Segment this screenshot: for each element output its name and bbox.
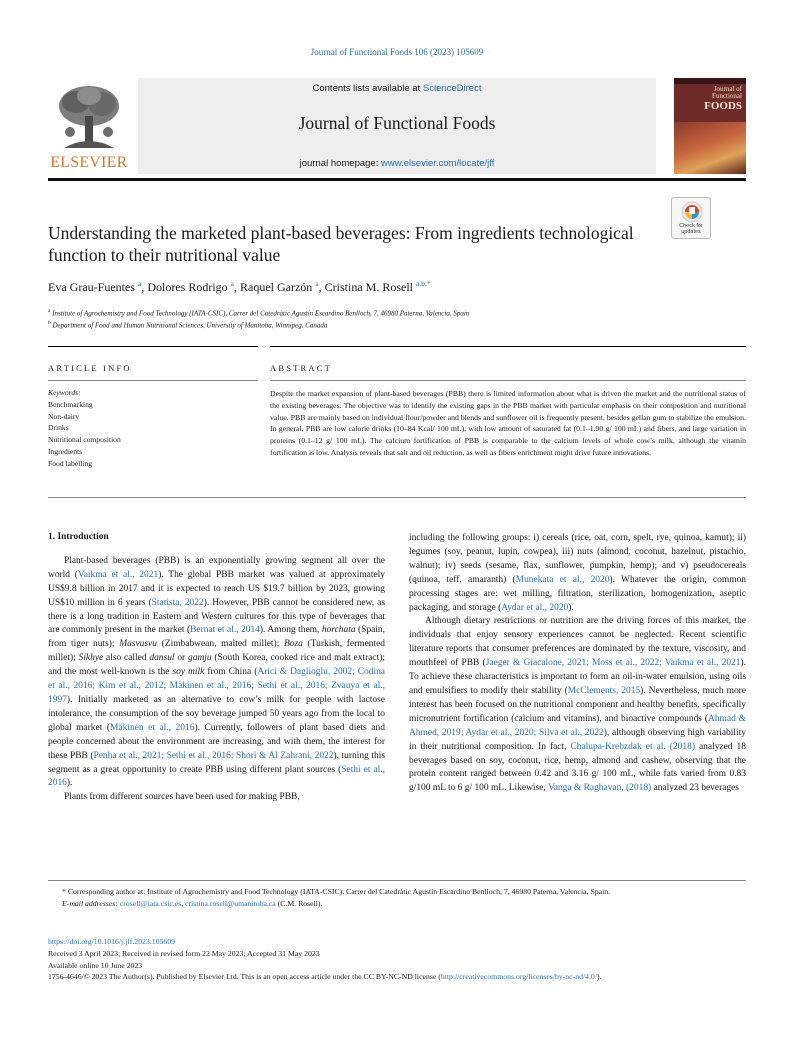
citation-link[interactable]: Arici & Daglioglu, 2002; Codina et al., 2016; Kim et al., 2012; Mäkinen et al., 2016; Sethi et al., 2016; Zvauya et al., 1997 [48,667,385,705]
homepage-line [138,158,656,169]
doi-link[interactable]: https://doi.org/10.1016/j.jff.2023.105609 [48,937,175,946]
citation-link[interactable]: Aydar et al., 2020 [501,602,569,613]
corresponding-author-note: * Corresponding author at: Institute of Agrochemistry and Food Technology (IATA-CSIC), Carrer del Catedràtic Agustín Escardino Benlloch, 7, 46980 Paterna, Valencia, Spain. [62,887,611,896]
text-run: (Turkish, fermented millet); [48,639,386,664]
author-list: Eva Grau-Fuentes $^a$, Dolores Rodrigo $^a$, Raquel Garzón $^a$, Cristina M. Rosell $^{a,b,*}$ [48,279,431,294]
citation-link[interactable]: Vaikma et al., 2021 [77,569,159,580]
keyword: Benchmarking [48,399,93,409]
keyword: Nutritional composition [48,435,121,445]
emphasis: Sikhye [78,653,104,664]
text-run: (Zimbabwean, malted millet); [156,639,284,650]
email-label: E-mail addresses: [62,899,118,909]
emphasis: soy milk [172,667,205,678]
journal-title[interactable]: Journal of Functional Foods [298,113,496,133]
emphasis: gamju [188,653,212,664]
license-line [48,971,746,983]
citation-link[interactable]: Mäkinen et al., 2016 [110,722,195,733]
cover-line-3: FOODS [704,99,742,112]
emphasis: Masvusvu [119,639,157,650]
text-run: analyzed 23 beverages [651,783,739,794]
affiliation-a [48,308,746,317]
email-link[interactable]: crosell@iata.csic.es [119,899,182,909]
emphasis: dansul [149,653,175,664]
keyword: Non-dairy [48,411,80,421]
text-run: analyzed 18 beverages based on soy, coconut, rice, hemp, almond and cashew, observing that the protein content ranged between 0.42 and 3.16 g/ 100 mL, while fats varied from 0.83 g/100 mL to 6 g/ 100 mL. Likewise, [409,741,746,794]
footnote [48,886,746,911]
body-column-right [409,532,746,796]
cover-line-2: Functional [712,92,742,101]
sciencedirect-link[interactable]: ScienceDirect [422,83,482,94]
text-run: ). To achieve these characteristics is important to form an oil-in-water emulsion, using oils and emulsifiers to modify their stability ( [409,658,747,696]
emphasis: horchata [321,625,356,636]
paragraph [48,791,385,805]
received-dates: Received 3 April 2023; Received in revised form 22 May 2023; Accepted 31 May 2023 [48,948,320,958]
text-run: ). Nevertheless, much more interest has been focused on the nutritional component and healthy benefits, specifically micronutrient fortification (calcium and vitamins), and bioactive compounds ( [409,685,746,724]
keyword: Ingredients [48,446,83,456]
available-online: Available online 10 June 2023 [48,960,143,970]
author-affil-mark[interactable]: a [315,279,319,288]
contents-line [138,83,656,94]
email-line [48,898,746,910]
elsevier-wordmark: ELSEVIER [50,154,128,171]
cover-line-1: Journal of [713,85,742,93]
citation-link[interactable]: Vanga & Raghavan, (2018) [547,783,652,794]
article-title: Understanding the marketed plant-based beverages: From ingredients technological function to their nutritional value [48,223,634,265]
text-run: from China ( [204,667,258,678]
text-run: ). [568,602,574,613]
masthead-banner [138,78,656,174]
crossmark-label [672,224,710,236]
text-run: (South Korea, cooked rice and malt extract); and the most well-known is the [48,653,385,678]
author-name[interactable]: Dolores Rodrigo [147,280,228,294]
text-run: (Spain, from tiger nuts); [48,625,386,650]
author-name[interactable]: Raquel Garzón [240,280,313,294]
citation-link[interactable]: Jaeger & Giacalone, 2021; Moss et al., 2022; Vaikma et al., 2021 [485,658,741,669]
text-run: Plants from different sources have been used for making PBB, [64,792,300,803]
email-link[interactable]: cristina.rosell@umanitoba.ca [185,899,276,909]
journal-cover[interactable] [674,78,746,174]
divider [270,380,746,381]
affiliation-mark: b [48,320,51,326]
divider [48,380,258,381]
author-affil-mark[interactable]: a,b,* [416,279,431,288]
divider [48,346,258,347]
crossmark-icon [681,201,703,223]
abstract-heading: ABSTRACT [270,363,332,373]
text-run: Although dietary restrictions or nutrition are the driving forces of this market, the individuals that enjoy sensory experiences cannot be neglected. Recent scientific literature reports that consumer preferences are dominated by the texture, viscosity, and mouthfeel of PBB ( [409,616,746,669]
affiliation-b [48,320,746,329]
text-run: ). Currently, followers of plant based diets and people concerned about the environment are increasing, and with them, the interest for these PBB ( [48,722,385,761]
text-run: also called [103,653,150,664]
divider [48,497,746,498]
affiliation-text: Institute of Agrochemistry and Food Technology (IATA-CSIC), Carrer del Catedràtic Agustín Escardino Benlloch, 7, 46980 Paterna, Valencia, Spain [52,309,470,318]
citation-link[interactable]: Ahmad & Ahmed, 2019; Aydar et al., 2020; Silva et al., 2022 [409,713,747,738]
text-run: ). The global PBB market was valued at approximately US$9.8 billion in 2017 and it is expected to reach US $19.7 billion by 2023, growing US$10 million in 6 years ( [48,569,385,608]
citation-link[interactable]: Chalupa-Krebzdak et al. (2018) [570,741,695,752]
license-prefix: 1756-4646/© 2023 The Author(s). Published by Elsevier Ltd. This is an open access article under the CC BY-NC-ND license ( [48,972,441,982]
author-affil-mark[interactable]: a [137,279,142,288]
cover-text [678,86,742,112]
text-run: ). Initially marketed as an alternative to cow’s milk for people with lactose intolerance, the consumption of the soy beverage jumped 50 years ago from the local to global market ( [48,694,385,733]
citation-link[interactable]: Statista, 2022 [151,597,204,608]
citation-link[interactable]: McClements, 2015 [567,685,641,696]
text-run: ). However, PBB cannot be considered new, as there is a long tradition in Eastern and Western cultures for this type of beverages that are commonly present in the market ( [48,597,385,636]
body-column-left [48,531,385,805]
footnote-rule [48,880,746,881]
text-run: ), turning this segment as a great opportunity to create PBB using different plant sources ( [48,750,385,775]
paragraph [409,532,746,615]
text-run: ), although observing high variability in their nutritional composition. In fact, [409,727,746,752]
emphasis: Boza [283,639,303,650]
cover-image [674,122,746,174]
cover-band [674,78,746,84]
section-title: 1. Introduction [48,532,109,542]
divider [270,346,746,347]
citation-link[interactable]: Munekata et al., 2020 [515,574,610,585]
keyword: Food labelling [48,458,93,468]
keywords-block [48,387,258,470]
text-run: Plant-based beverages (PBB) is an exponentially growing segment all over the world ( [48,555,385,580]
keywords-label: Keywords: [48,388,81,397]
citation-link[interactable]: Penha et al., 2021; Sethi et al., 2016; Shori & Al Zahrani, 2022 [93,750,334,761]
abstract-text: Despite the market expansion of plant-based beverages (PBB) there is limited information about what is driven the market and the nutritional status of the existing beverages. The objective was to identify the existing gaps in the PBB market with particular emphasis on their composition and nutritional value. PBB are mainly based on individual flour/powder and blends and sunflower oil is frequently present, besides gellan gum to stabilize the emulsion. In general, PBB are low calorie drinks (10–84 Kcal/ 100 mL), with low amount of saturated fat (0.1–1.90 g/ 100 mL) and fibers, and large variation in proteins (0.1–12 g/ 100 mL). The calcium fortification of PBB is comparable to the calcium levels of whole cow’s milk, although the vitamin fortification is low. Analysis reveals that salt and oil reduction, as well as fibers enrichment might drive future innovations. [270,389,746,457]
license-suffix: ). [596,972,602,982]
keyword: Drinks [48,423,69,433]
crossmark-badge[interactable] [671,197,711,239]
crossmark-label-1: Check for [679,223,703,230]
homepage-link[interactable]: www.elsevier.com/locate/jff [381,158,495,169]
author-name[interactable]: Eva Grau-Fuentes [48,280,135,294]
author-affil-mark[interactable]: a [230,279,234,288]
paragraph [48,555,385,791]
crossmark-label-2: updates [681,229,701,236]
email-suffix: (C.M. Rosell). [275,899,323,909]
author-name[interactable]: Cristina M. Rosell [324,280,413,294]
homepage-prefix: journal homepage: [299,158,381,169]
elsevier-logo[interactable] [48,78,130,174]
text-run: or [174,653,188,664]
journal-reference[interactable]: Journal of Functional Foods 106 (2023) 105609 [310,47,484,57]
affiliation-text: Department of Food and Human Nutritional Sciences, University of Manitoba, Winnipeg, Canada [52,321,328,330]
elsevier-tree-icon [54,82,124,152]
article-meta [48,936,746,983]
article-info-heading: ARTICLE INFO [48,363,132,373]
masthead-rule [48,178,746,181]
contents-prefix: Contents lists available at [312,83,423,94]
text-run: including the following groups: i) cereals (rice, oat, corn, spelt, rye, quinoa, kamut); ii) legumes (soy, peanut, lupin, cowpea), iii) nuts (almond, coconut, hazelnut, pistachio, walnut); iv) seeds (sesame, flax, sunflower, pumpkin, hemp); and v) pseudocereals (quinoa, teff, amaranth) ( [409,533,746,585]
license-link[interactable]: http://creativecommons.org/licenses/by-nc-nd/4.0/ [440,972,597,982]
text-run: ). Among them, [259,625,322,636]
text-run: ). [66,778,73,789]
email-separator: , [181,899,186,909]
text-run: ). Whatever the origin, common processing stages are: wet milling, filtration, sterilization, homogenization, aseptic packaging, and storage ( [409,574,747,613]
masthead [48,78,746,176]
citation-link[interactable]: Sethi et al., 2016 [48,764,385,789]
affiliation-mark: a [48,308,51,314]
citation-link[interactable]: Bernat et al., 2014 [190,625,260,636]
paragraph [409,615,746,796]
